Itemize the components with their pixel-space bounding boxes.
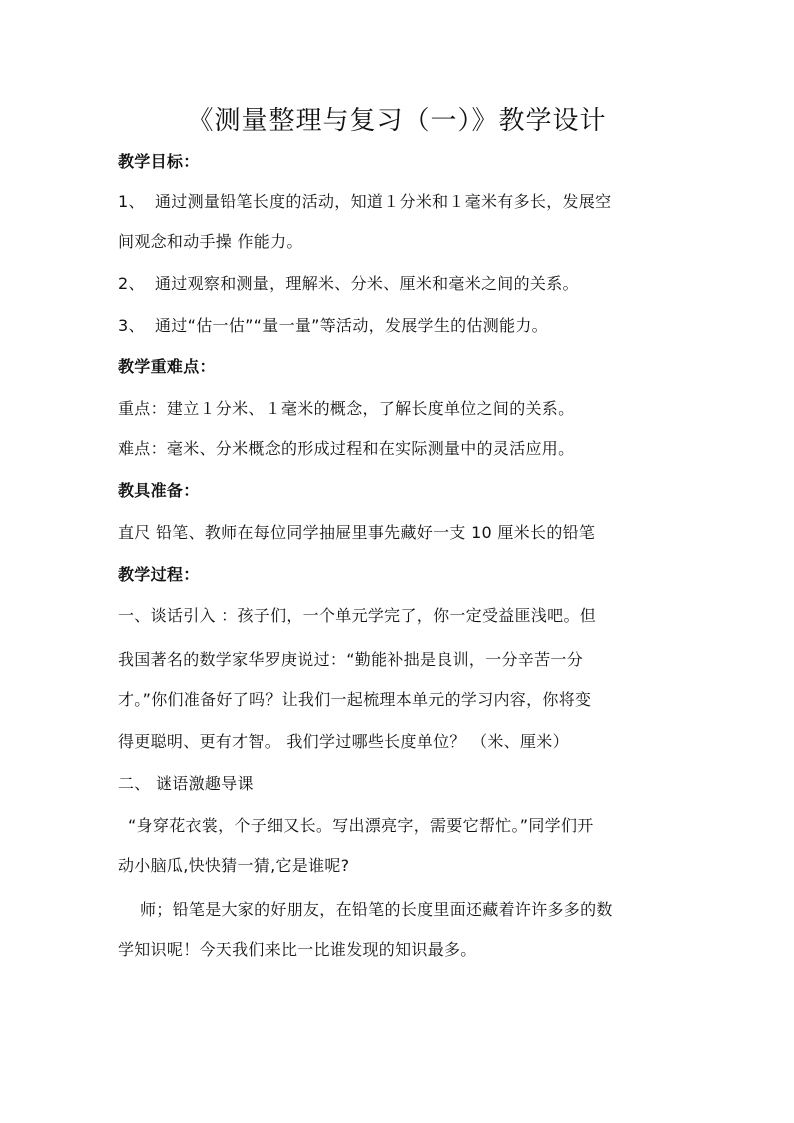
process-part2-heading: 二、 谜语激趣导课 (118, 774, 254, 793)
objective-text: 通过观察和测量，理解米、分米、厘米和毫米之间的关系。 (155, 274, 579, 293)
riddle-line: “身穿花衣裳，个子细又长。写出漂亮字，需要它帮忙。”同学们开 (128, 816, 594, 835)
key-point-focus: 重点：建立１分米、１毫米的概念，了解长度单位之间的关系。 (118, 399, 575, 418)
objective-number: 2、 (118, 274, 145, 293)
objective-text: 通过测量铅笔长度的活动，知道１分米和１毫米有多长，发展空 (155, 192, 612, 211)
riddle-line: 动小脑瓜,快快猜一猜,它是谁呢? (118, 856, 350, 875)
materials-text: 直尺 铅笔、教师在每位同学抽屉里事先藏好一支 10 厘米长的铅笔 (118, 523, 596, 542)
objective-number: 3、 (118, 316, 145, 335)
process-part1-line: 一、谈话引入 ：孩子们，一个单元学完了，你一定受益匪浅吧。但 (118, 606, 597, 625)
teacher-line: 学知识呢！今天我们来比一比谁发现的知识最多。 (118, 940, 477, 959)
objective-text: 通过“估一估”“量一量”等活动，发展学生的估测能力。 (155, 316, 548, 335)
process-part1-line: 我国著名的数学家华罗庚说过：“勤能补拙是良训，一分辛苦一分 (118, 650, 583, 669)
key-point-difficulty: 难点：毫米、分米概念的形成过程和在实际测量中的灵活应用。 (118, 439, 575, 458)
document-title: 《测量整理与复习（一）》教学设计 (187, 106, 607, 136)
objective-item-3 (118, 316, 688, 336)
materials-heading: 教具准备： (118, 481, 200, 500)
objective-item-2 (118, 274, 688, 294)
objective-item-1 (118, 192, 688, 212)
process-part1-line: 得更聪明、更有才智。 我们学过哪些长度单位？ （米、厘米） (118, 732, 569, 751)
key-points-heading: 教学重难点： (118, 357, 216, 376)
process-heading: 教学过程： (118, 565, 200, 584)
objective-number: 1、 (118, 192, 145, 211)
teacher-line: 师；铅笔是大家的好朋友，在铅笔的长度里面还藏着许许多多的数 (140, 900, 613, 919)
objectives-heading: 教学目标： (118, 152, 200, 171)
objective-item-1-continued: 间观念和动手操 作能力。 (118, 232, 303, 251)
process-part1-line: 才。”你们准备好了吗？让我们一起梳理本单元的学习内容，你将变 (118, 690, 592, 709)
